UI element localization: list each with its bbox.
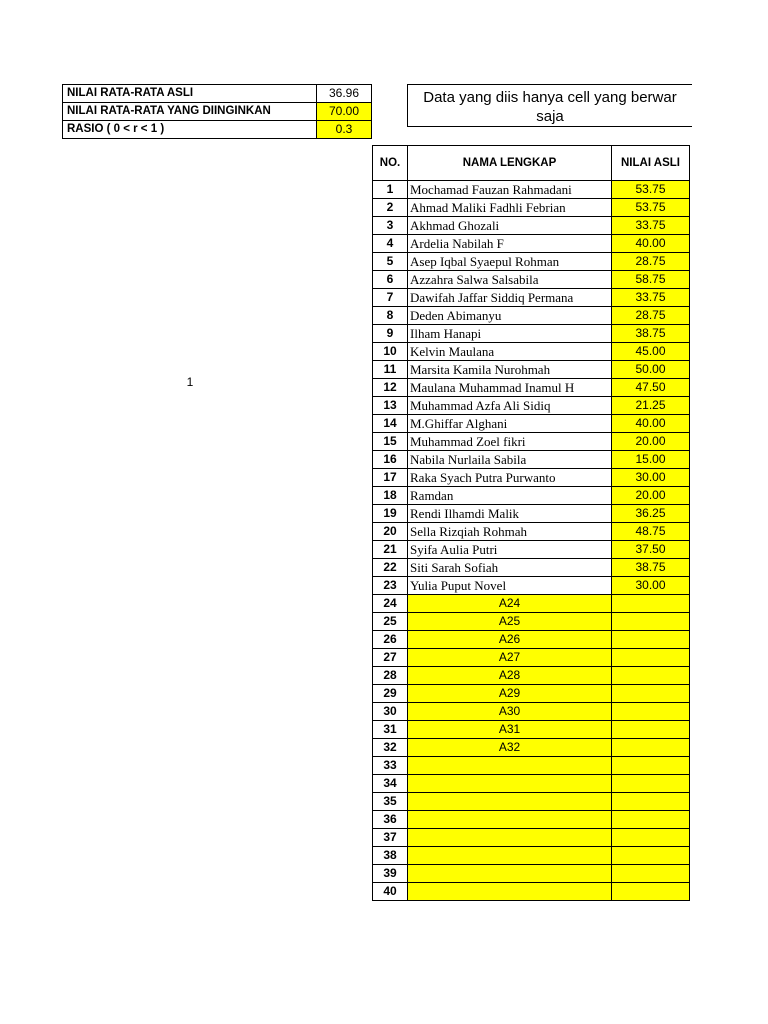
table-row (373, 757, 690, 775)
student-name-cell[interactable]: Asep Iqbal Syaepul Rohman (408, 253, 612, 271)
row-number: 30 (373, 703, 408, 721)
header-score: NILAI ASLI (612, 146, 690, 181)
student-name-cell[interactable]: Maulana Muhammad Inamul H (408, 379, 612, 397)
score-cell[interactable]: 20.00 (612, 433, 690, 451)
score-cell[interactable] (612, 883, 690, 901)
row-number: 12 (373, 379, 408, 397)
table-row (373, 595, 690, 613)
table-row (373, 847, 690, 865)
score-cell[interactable] (612, 775, 690, 793)
score-cell[interactable]: 45.00 (612, 343, 690, 361)
student-name-cell[interactable] (408, 847, 612, 865)
table-row (373, 181, 690, 199)
student-name-cell[interactable]: A28 (408, 667, 612, 685)
row-number: 13 (373, 397, 408, 415)
table-row (373, 361, 690, 379)
row-number: 2 (373, 199, 408, 217)
student-name-cell[interactable]: Dawifah Jaffar Siddiq Permana (408, 289, 612, 307)
student-name-cell[interactable]: Ilham Hanapi (408, 325, 612, 343)
student-name-cell[interactable]: Ahmad Maliki Fadhli Febrian (408, 199, 612, 217)
student-name-cell[interactable] (408, 865, 612, 883)
summary-label: NILAI RATA-RATA ASLI (63, 85, 317, 103)
summary-value-cell[interactable]: 36.96 (317, 85, 372, 103)
score-cell[interactable] (612, 631, 690, 649)
table-row (373, 271, 690, 289)
student-name-cell[interactable]: Siti Sarah Sofiah (408, 559, 612, 577)
score-cell[interactable]: 53.75 (612, 199, 690, 217)
student-name-cell[interactable] (408, 883, 612, 901)
row-number: 10 (373, 343, 408, 361)
row-number: 3 (373, 217, 408, 235)
score-cell[interactable] (612, 721, 690, 739)
row-number: 14 (373, 415, 408, 433)
row-number: 15 (373, 433, 408, 451)
student-name-cell[interactable] (408, 757, 612, 775)
score-cell[interactable] (612, 649, 690, 667)
score-cell[interactable]: 53.75 (612, 181, 690, 199)
row-number: 40 (373, 883, 408, 901)
student-name-cell[interactable] (408, 811, 612, 829)
table-row (373, 217, 690, 235)
score-cell[interactable] (612, 667, 690, 685)
table-row (373, 577, 690, 595)
row-number: 4 (373, 235, 408, 253)
table-row (373, 631, 690, 649)
summary-value-cell[interactable]: 70.00 (317, 103, 372, 121)
table-row (373, 829, 690, 847)
score-cell[interactable]: 40.00 (612, 235, 690, 253)
row-number: 20 (373, 523, 408, 541)
instruction-note (407, 84, 692, 127)
table-row (373, 559, 690, 577)
table-header-row (373, 146, 690, 181)
score-cell[interactable] (612, 829, 690, 847)
row-number: 18 (373, 487, 408, 505)
student-name-cell[interactable]: Yulia Puput Novel (408, 577, 612, 595)
score-cell[interactable] (612, 847, 690, 865)
table-row (373, 253, 690, 271)
student-name-cell[interactable]: A26 (408, 631, 612, 649)
score-cell[interactable] (612, 739, 690, 757)
student-name-cell[interactable]: A29 (408, 685, 612, 703)
table-row (373, 667, 690, 685)
score-cell[interactable]: 38.75 (612, 559, 690, 577)
score-cell[interactable]: 33.75 (612, 289, 690, 307)
score-cell[interactable]: 37.50 (612, 541, 690, 559)
student-name-cell[interactable]: Ardelia Nabilah F (408, 235, 612, 253)
student-name-cell[interactable]: A30 (408, 703, 612, 721)
header-no: NO. (373, 146, 408, 181)
table-row (373, 883, 690, 901)
student-name-cell[interactable]: Marsita Kamila Nurohmah (408, 361, 612, 379)
table-row (373, 865, 690, 883)
row-number: 31 (373, 721, 408, 739)
table-row (373, 469, 690, 487)
table-row (373, 541, 690, 559)
score-cell[interactable] (612, 613, 690, 631)
score-cell[interactable]: 30.00 (612, 469, 690, 487)
student-name-cell[interactable]: Muhammad Zoel fikri (408, 433, 612, 451)
note-line-2: saja (536, 108, 564, 125)
score-cell[interactable] (612, 685, 690, 703)
student-name-cell[interactable]: Ramdan (408, 487, 612, 505)
row-number: 6 (373, 271, 408, 289)
table-row (373, 307, 690, 325)
row-number: 27 (373, 649, 408, 667)
row-number: 39 (373, 865, 408, 883)
row-number: 32 (373, 739, 408, 757)
table-row (373, 397, 690, 415)
student-name-cell[interactable]: A27 (408, 649, 612, 667)
student-name-cell[interactable]: Azzahra Salwa Salsabila (408, 271, 612, 289)
row-number: 33 (373, 757, 408, 775)
row-number: 37 (373, 829, 408, 847)
row-number: 29 (373, 685, 408, 703)
row-number: 34 (373, 775, 408, 793)
row-number: 21 (373, 541, 408, 559)
score-cell[interactable]: 36.25 (612, 505, 690, 523)
table-row (373, 721, 690, 739)
student-name-cell[interactable] (408, 829, 612, 847)
table-row (373, 415, 690, 433)
table-row (373, 811, 690, 829)
summary-row (63, 121, 372, 139)
row-number: 17 (373, 469, 408, 487)
student-name-cell[interactable]: A25 (408, 613, 612, 631)
row-number: 11 (373, 361, 408, 379)
header-name: NAMA LENGKAP (408, 146, 612, 181)
table-row (373, 649, 690, 667)
student-name-cell[interactable]: Deden Abimanyu (408, 307, 612, 325)
student-name-cell[interactable]: Nabila Nurlaila Sabila (408, 451, 612, 469)
table-row (373, 685, 690, 703)
summary-body (63, 85, 372, 139)
student-name-cell[interactable] (408, 775, 612, 793)
student-name-cell[interactable]: Rendi Ilhamdi Malik (408, 505, 612, 523)
row-number: 28 (373, 667, 408, 685)
summary-label: NILAI RATA-RATA YANG DIINGINKAN (63, 103, 317, 121)
score-cell[interactable]: 28.75 (612, 307, 690, 325)
table-row (373, 325, 690, 343)
table-row (373, 523, 690, 541)
table-row (373, 613, 690, 631)
note-line-1: Data yang diis hanya cell yang berwar (423, 89, 677, 106)
row-number: 8 (373, 307, 408, 325)
student-name-cell[interactable]: Kelvin Maulana (408, 343, 612, 361)
score-cell[interactable]: 15.00 (612, 451, 690, 469)
student-name-cell[interactable]: Sella Rizqiah Rohmah (408, 523, 612, 541)
row-number: 24 (373, 595, 408, 613)
row-number: 7 (373, 289, 408, 307)
score-cell[interactable]: 33.75 (612, 217, 690, 235)
row-number: 25 (373, 613, 408, 631)
table-row (373, 487, 690, 505)
table-row (373, 235, 690, 253)
score-cell[interactable] (612, 793, 690, 811)
student-name-cell[interactable]: Muhammad Azfa Ali Sidiq (408, 397, 612, 415)
student-score-table (372, 145, 690, 901)
table-row (373, 343, 690, 361)
table-row (373, 289, 690, 307)
student-name-cell[interactable] (408, 793, 612, 811)
student-name-cell[interactable]: Raka Syach Putra Purwanto (408, 469, 612, 487)
row-number: 19 (373, 505, 408, 523)
sheet-marker: 1 (186, 375, 194, 389)
table-row (373, 793, 690, 811)
score-cell[interactable]: 38.75 (612, 325, 690, 343)
summary-value-cell[interactable]: 0.3 (317, 121, 372, 139)
score-cell[interactable]: 58.75 (612, 271, 690, 289)
summary-row (63, 103, 372, 121)
score-cell[interactable]: 30.00 (612, 577, 690, 595)
student-name-cell[interactable]: A24 (408, 595, 612, 613)
table-body (373, 181, 690, 901)
table-row (373, 199, 690, 217)
row-number: 5 (373, 253, 408, 271)
score-cell[interactable] (612, 703, 690, 721)
score-cell[interactable] (612, 811, 690, 829)
row-number: 16 (373, 451, 408, 469)
student-name-cell[interactable]: M.Ghiffar Alghani (408, 415, 612, 433)
student-name-cell[interactable]: Mochamad Fauzan Rahmadani (408, 181, 612, 199)
row-number: 1 (373, 181, 408, 199)
score-cell[interactable]: 28.75 (612, 253, 690, 271)
student-name-cell[interactable]: A32 (408, 739, 612, 757)
score-cell[interactable]: 20.00 (612, 487, 690, 505)
score-cell[interactable] (612, 757, 690, 775)
row-number: 9 (373, 325, 408, 343)
student-name-cell[interactable]: Syifa Aulia Putri (408, 541, 612, 559)
row-number: 22 (373, 559, 408, 577)
row-number: 26 (373, 631, 408, 649)
table-row (373, 433, 690, 451)
student-name-cell[interactable]: A31 (408, 721, 612, 739)
score-cell[interactable] (612, 865, 690, 883)
table-row (373, 739, 690, 757)
score-cell[interactable]: 48.75 (612, 523, 690, 541)
score-cell[interactable] (612, 595, 690, 613)
score-cell[interactable]: 50.00 (612, 361, 690, 379)
table-row (373, 451, 690, 469)
summary-table (62, 84, 372, 139)
row-number: 38 (373, 847, 408, 865)
table-row (373, 703, 690, 721)
score-cell[interactable]: 40.00 (612, 415, 690, 433)
student-name-cell[interactable]: Akhmad Ghozali (408, 217, 612, 235)
score-cell[interactable]: 21.25 (612, 397, 690, 415)
score-cell[interactable]: 47.50 (612, 379, 690, 397)
row-number: 35 (373, 793, 408, 811)
summary-label: RASIO ( 0 < r < 1 ) (63, 121, 317, 139)
summary-row (63, 85, 372, 103)
table-row (373, 775, 690, 793)
row-number: 23 (373, 577, 408, 595)
row-number: 36 (373, 811, 408, 829)
table-row (373, 379, 690, 397)
table-row (373, 505, 690, 523)
